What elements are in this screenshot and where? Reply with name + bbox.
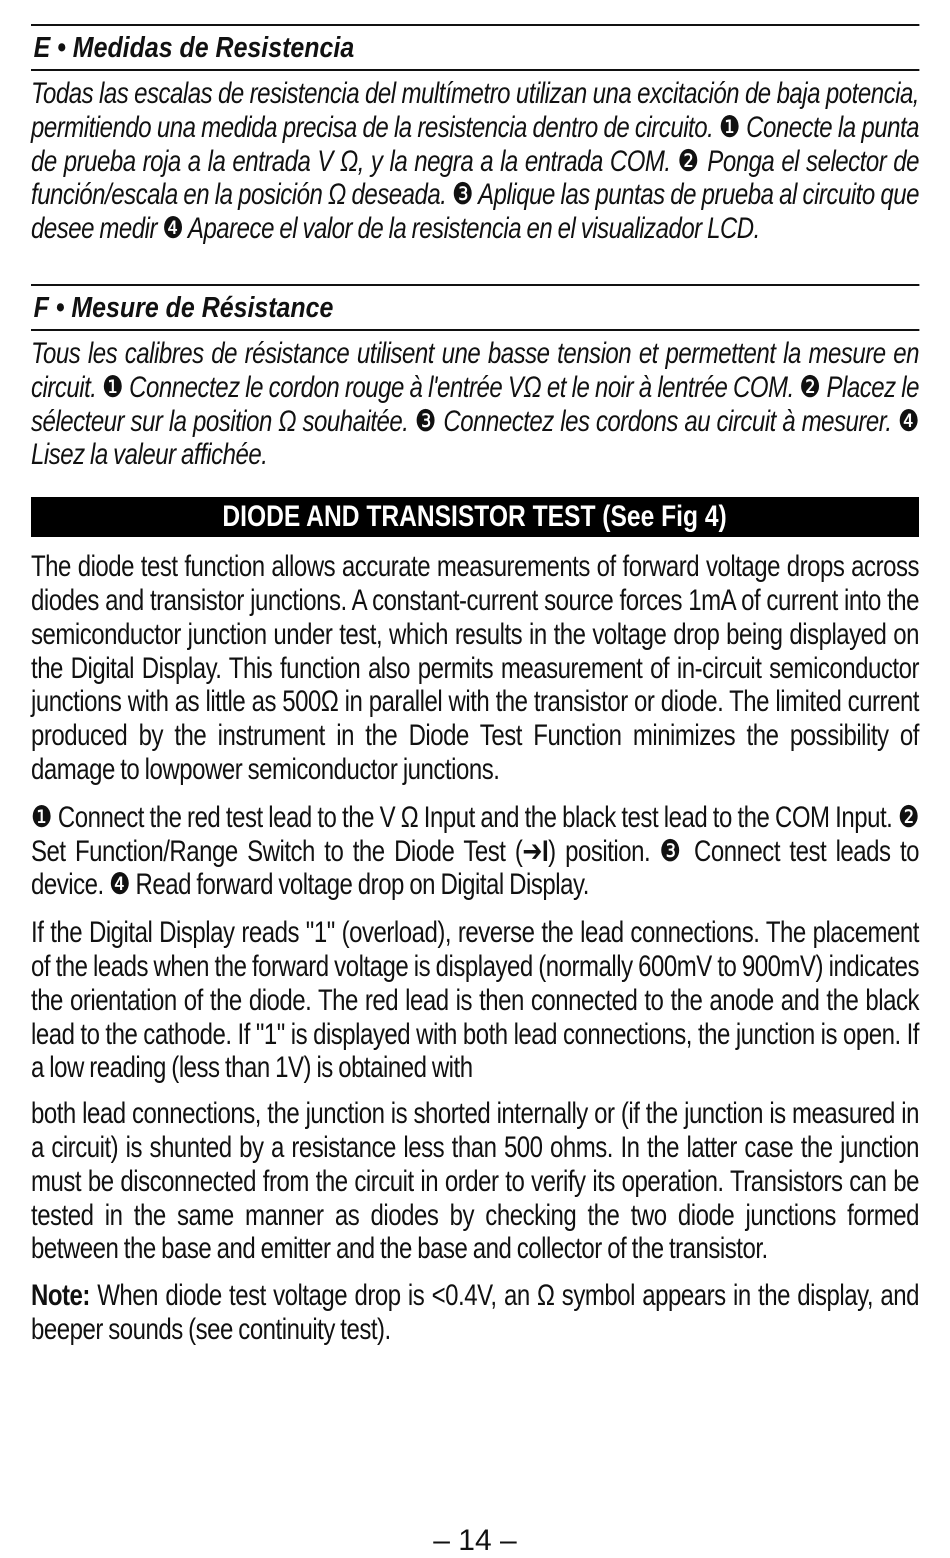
diode-test-steps-paragraph (31, 801, 919, 902)
banner-title: DIODE AND TRANSISTOR TEST (See Fig 4) (222, 500, 728, 534)
note-text: When diode test voltage drop is <0.4V, an Ω symbol appears in the display, and beeper sounds (see continuity test). (31, 1279, 920, 1346)
diode-symbol-icon: ➔I (522, 834, 549, 868)
page-number: – 14 – (433, 1524, 517, 1557)
diode-overload-paragraph: If the Digital Display reads "1" (overload), reverse the lead connections. The placement of the leads when the forward voltage is displayed (normally 600mV to 900mV) indicates the orientation of the diode. The red lead is then connected to the anode and the black lead to the cathode. If "1" is displayed with both lead connections, the junction is open. If a low reading (less than 1V) is obtained with (31, 916, 919, 1085)
spanish-section-heading: E • Medidas de Resistencia (31, 24, 919, 71)
diode-test-intro-paragraph: The diode test function allows accurate measurements of forward voltage drops across diodes and transistor junctions. A constant-current source forces 1mA of current into the semiconductor junction under test, which results in the voltage drop being displayed on the Digital Display. This function also permits measurement of in-circuit semiconductor junctions with as little as 500Ω in parallel with the transistor or diode. The limited current produced by the instrument in the Diode Test Function minimizes the possibility of damage to lowpower semiconductor junctions. (31, 550, 919, 786)
french-section-heading: F • Mesure de Résistance (31, 284, 919, 331)
note-paragraph (31, 1279, 919, 1347)
spanish-resistance-paragraph: Todas las escalas de resistencia del multímetro utilizan una excitación de baja potencia, permitiendo una medida precisa de la resistencia dentro de circuito. ❶ Conecte la punta de prueba roja a la entrada V Ω, y la negra a la entrada COM. ❷ Ponga el selector de función/escala en la posición Ω deseada. ❸ Aplique las puntas de prueba al circuito que desee medir ❹ Aparece el valor de la resistencia en el visualizador LCD. (31, 77, 919, 246)
manual-page (31, 24, 919, 1347)
junction-short-paragraph: both lead connections, the junction is shorted internally or (if the junction is measured in a circuit) is shunted by a resistance less than 500 ohms. In the latter case the junction must be disconnected from the circuit in order to verify its operation. Transistors can be tested in the same manner as diodes by checking the two diode junctions formed between the base and emitter and the base and collector of the transistor. (31, 1097, 919, 1266)
steps-text-part-1: ❶ Connect the red test lead to the V Ω Input and the black test lead to the COM Input. ❷ Set Function/Range Switch to the Diode Test ( (31, 800, 919, 868)
steps-text-part-2: ) position. ❸ Connect test leads to device. ❹ Read forward voltage drop on Digital Display. (31, 834, 919, 902)
diode-transistor-test-banner (31, 497, 919, 537)
note-label: Note: (31, 1279, 90, 1313)
french-resistance-paragraph: Tous les calibres de résistance utilisent une basse tension et permettent la mesure en circuit. ❶ Connectez le cordon rouge à l'entrée VΩ et le noir à lentrée COM. ❷ Placez le sélecteur sur la position Ω souhaitée. ❸ Connectez les cordons au circuit à mesurer. ❹ Lisez la valeur affichée. (31, 336, 919, 472)
